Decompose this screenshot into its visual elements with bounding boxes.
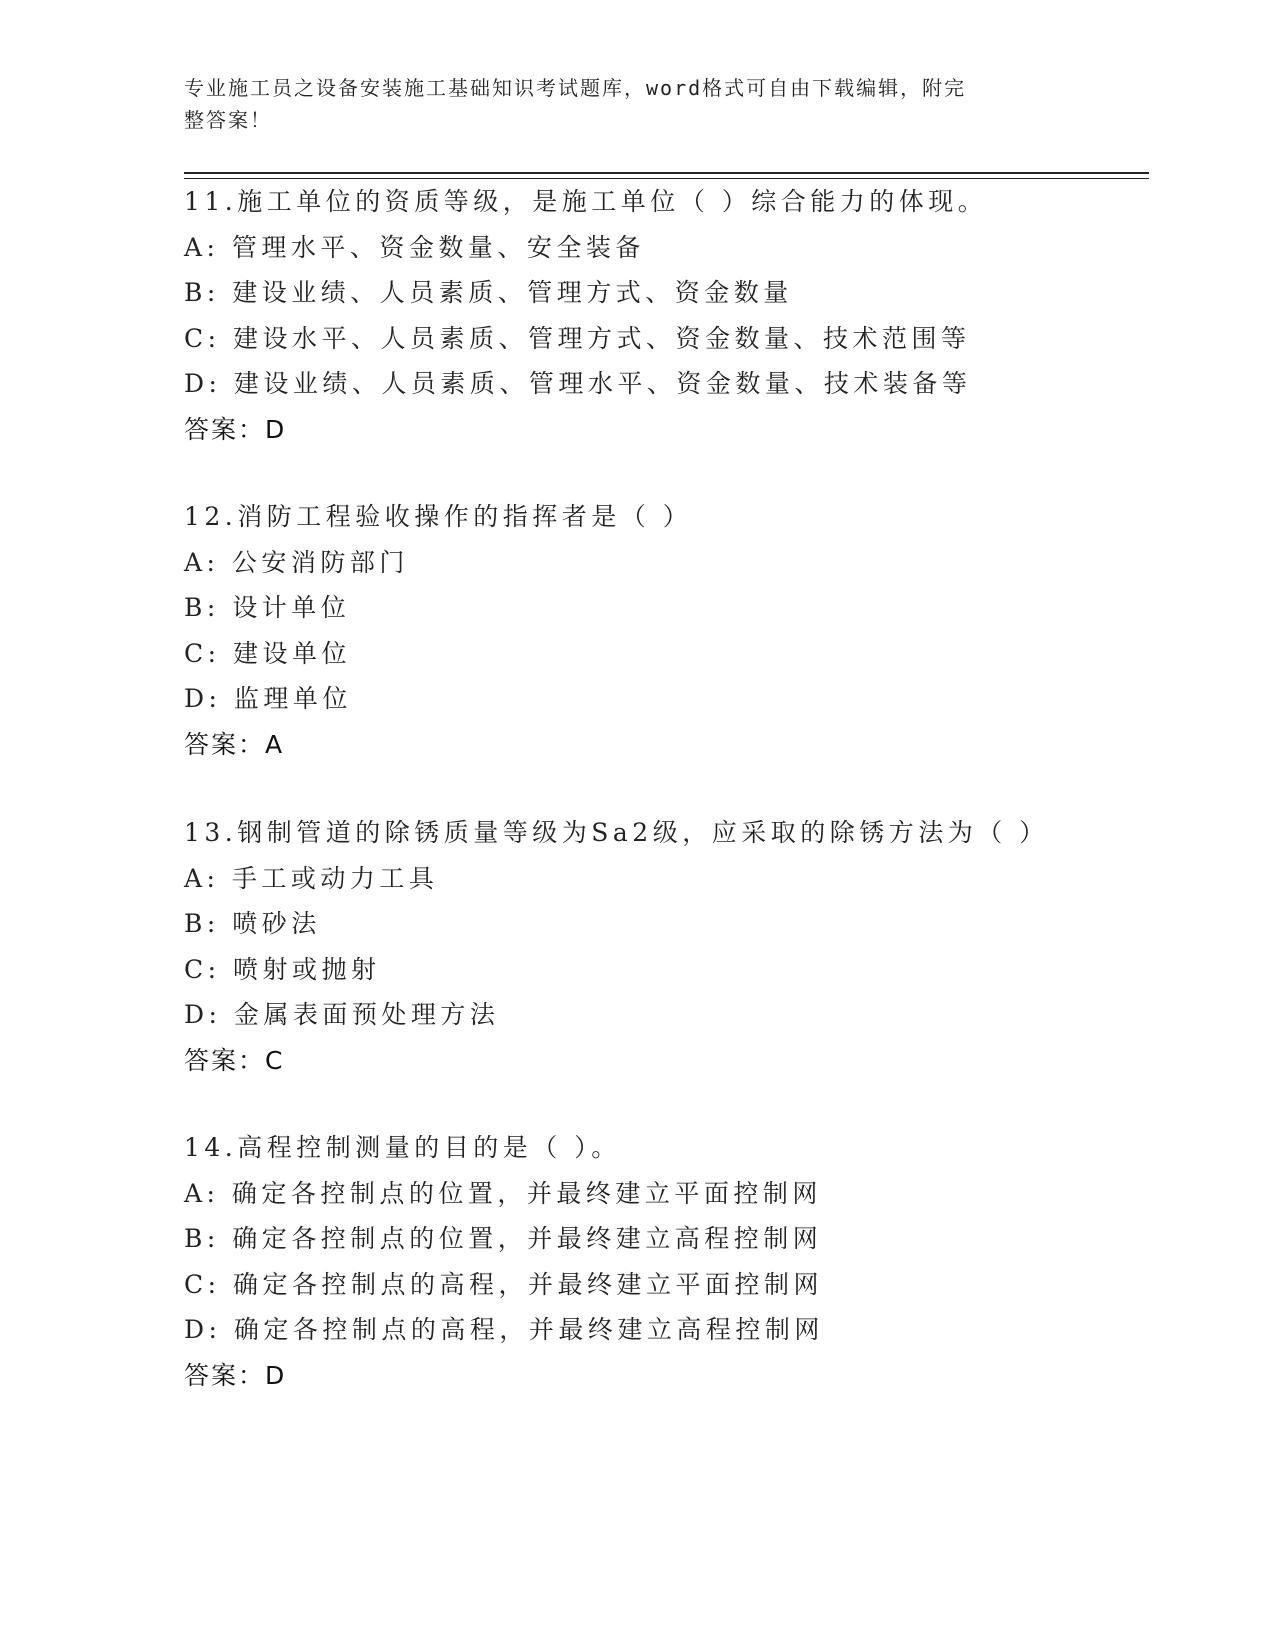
- question-11: [184, 179, 1149, 452]
- option-a: A: 手工或动力工具: [184, 863, 439, 893]
- option-d: D: 监理单位: [184, 684, 352, 713]
- answer-line: 答案：A: [184, 729, 285, 759]
- question-12: [184, 494, 1149, 767]
- question-stem: 14.高程控制测量的目的是（ ）。: [184, 1133, 621, 1162]
- answer-line: 答案：C: [184, 1045, 285, 1075]
- header-divider-thick: [184, 172, 1149, 174]
- option-c: C: 建设水平、人员素质、管理方式、资金数量、技术范围等: [184, 323, 971, 353]
- answer-line: 答案：D: [184, 414, 287, 444]
- option-d: D: 金属表面预处理方法: [184, 1000, 500, 1029]
- question-14: [184, 1125, 1149, 1398]
- option-a: A: 管理水平、资金数量、安全装备: [184, 232, 645, 262]
- option-a: A: 公安消防部门: [184, 547, 409, 577]
- option-b: B: 确定各控制点的位置，并最终建立高程控制网: [184, 1224, 823, 1253]
- option-c: C: 喷射或抛射: [184, 954, 381, 984]
- question-stem: 13.钢制管道的除锈质量等级为Sa2级，应采取的除锈方法为（ ）: [184, 818, 1049, 847]
- question-stem: 11.施工单位的资质等级，是施工单位（ ）综合能力的体现。: [184, 187, 988, 216]
- option-b: B: 建设业绩、人员素质、管理方式、资金数量: [184, 278, 793, 307]
- option-a: A: 确定各控制点的位置，并最终建立平面控制网: [184, 1178, 822, 1208]
- option-c: C: 建设单位: [184, 638, 351, 668]
- question-13: [184, 810, 1149, 1083]
- option-b: B: 喷砂法: [184, 909, 321, 938]
- option-d: D: 建设业绩、人员素质、管理水平、资金数量、技术装备等: [184, 369, 972, 398]
- option-b: B: 设计单位: [184, 593, 351, 622]
- header-line-1: 专业施工员之设备安装施工基础知识考试题库，word格式可自由下载编辑，附完: [184, 76, 967, 100]
- option-d: D: 确定各控制点的高程，并最终建立高程控制网: [184, 1315, 824, 1344]
- header-line-2: 整答案！: [184, 108, 272, 132]
- document-header: [184, 72, 1054, 136]
- answer-line: 答案：D: [184, 1360, 287, 1390]
- question-stem: 12.消防工程验收操作的指挥者是（ ）: [184, 502, 693, 531]
- option-c: C: 确定各控制点的高程，并最终建立平面控制网: [184, 1269, 823, 1299]
